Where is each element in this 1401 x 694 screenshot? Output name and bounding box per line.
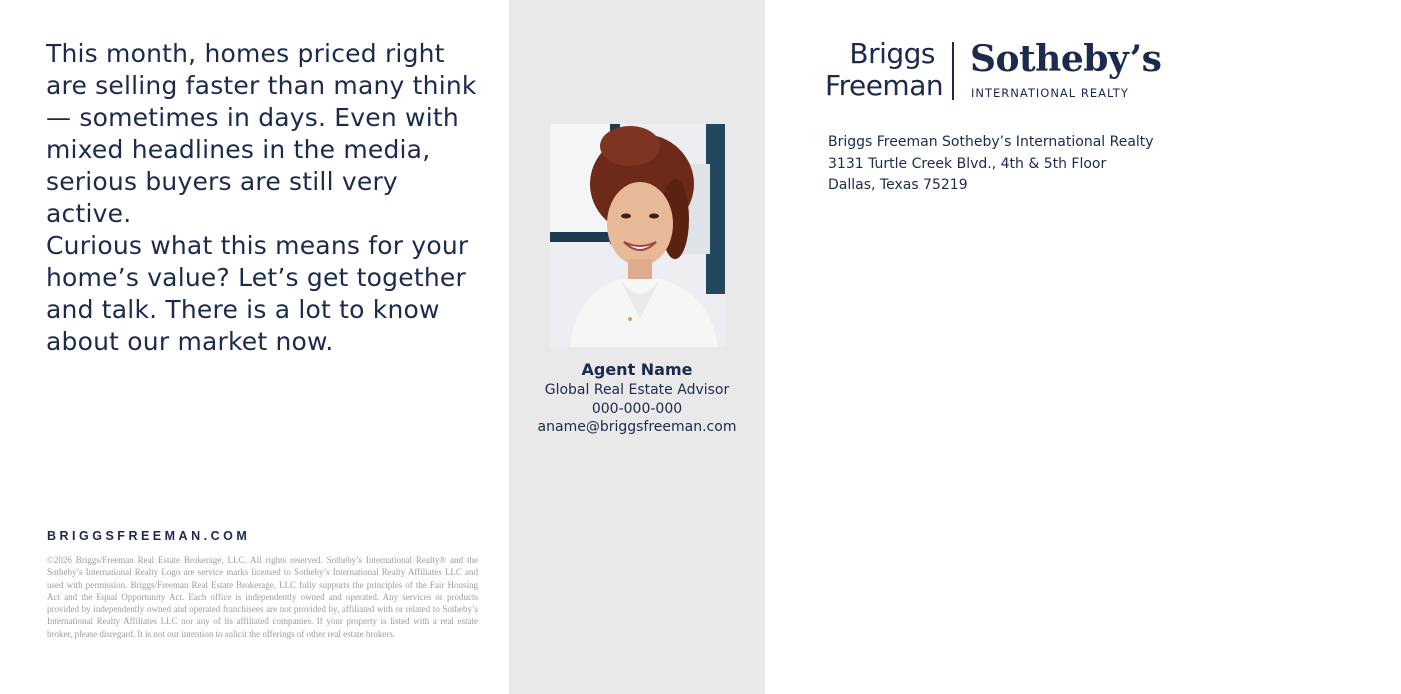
office-city: Dallas, Texas 75219 <box>828 177 968 193</box>
company-logo <box>825 37 1162 108</box>
logo-briggs-freeman <box>825 37 944 102</box>
agent-title: Global Real Estate Advisor <box>544 382 730 398</box>
logo-international-realty: INTERNATIONAL REALTY <box>971 86 1129 100</box>
logo-word-briggs: Briggs <box>849 37 935 70</box>
office-address <box>828 132 1154 197</box>
agent-phone[interactable]: 000-000-000 <box>591 401 683 417</box>
website-url[interactable]: BRIGGSFREEMAN.COM <box>47 529 251 543</box>
legal-disclaimer: ©2026 Briggs/Freeman Real Estate Brokerage, LLC. All rights reserved. Sotheby’s International Realty® and the Sotheby’s International Realty Logo are service marks licensed to Sotheby’s International Realty Affiliates LLC and used with permission. Briggs/Freeman Real Estate Brokerage, LLC fully supports the principles of the Fair Housing Act and the Equal Opportunity Act. Each office is independently owned and operated. Any services or products provided by independently owned and operated franchisees are not provided by, affiliated with or related to Sotheby’s International Realty Affiliates LLC nor any of its affiliated companies. If your property is listed with a real estate broker, please disregard. It is not our intention to solicit the offerings of other real estate brokers. <box>47 555 478 639</box>
right-panel <box>765 0 1401 694</box>
logo-divider <box>952 42 954 100</box>
agent-portrait-image <box>550 124 725 347</box>
agent-contact-block <box>509 360 765 436</box>
body-paragraph-2: Curious what this means for your home’s value? Let’s get together and talk. There is a lot to know about our market now. <box>46 231 469 356</box>
agent-photo <box>550 124 725 347</box>
agent-email[interactable]: aname@briggsfreeman.com <box>537 419 737 435</box>
agent-panel <box>509 0 765 694</box>
logo-sothebys: Sotheby’s <box>970 38 1162 80</box>
body-paragraph-1: This month, homes priced right are selling faster than many think — sometimes in days. Even with mixed headlines in the media, serious buyers are still very active. <box>46 39 477 228</box>
logo-word-freeman: Freeman <box>825 69 944 102</box>
agent-name: Agent Name <box>581 360 693 379</box>
office-street: 3131 Turtle Creek Blvd., 4th & 5th Floor <box>828 155 1107 172</box>
office-name: Briggs Freeman Sotheby’s International Realty <box>828 134 1154 150</box>
left-panel <box>0 0 509 694</box>
